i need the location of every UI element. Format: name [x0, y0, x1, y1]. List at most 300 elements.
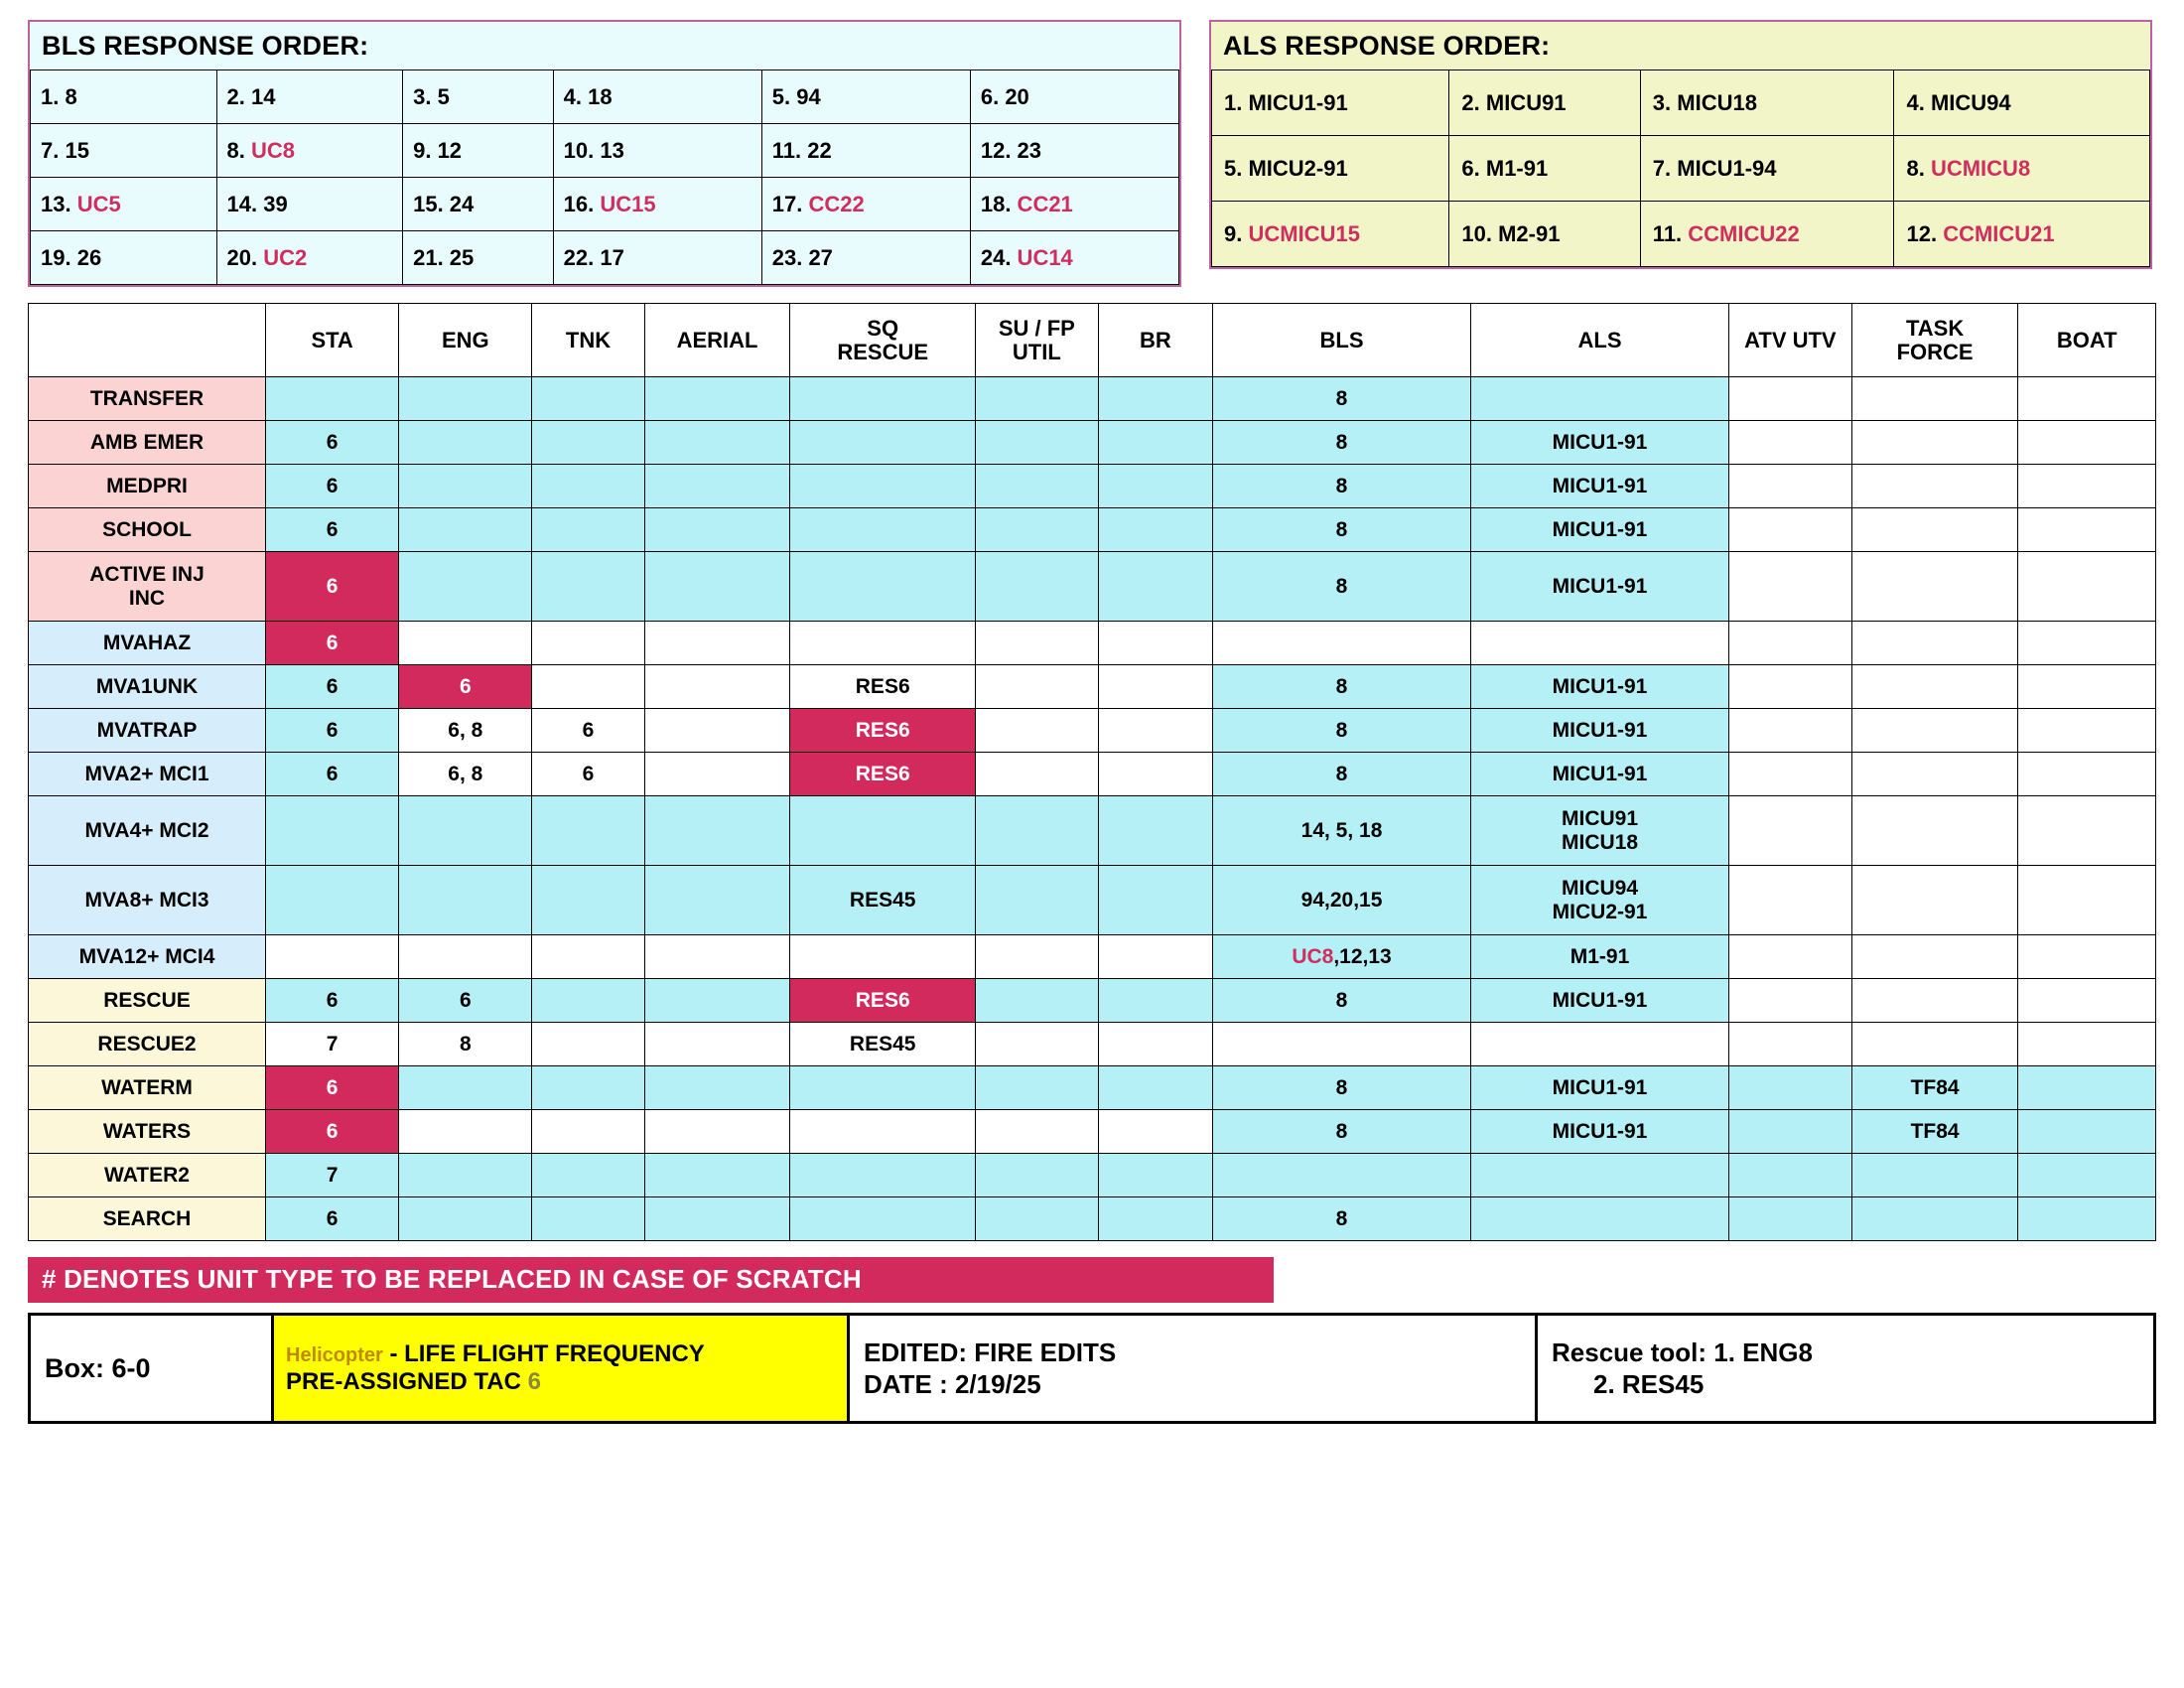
matrix-cell: 8: [1213, 465, 1471, 508]
matrix-cell: [976, 979, 1099, 1023]
rescue-tool-line-2: [1552, 1368, 2139, 1401]
als-cell: [1212, 70, 1449, 136]
bls-cell-unit: 94: [790, 83, 821, 109]
matrix-cell: [1729, 935, 1852, 979]
matrix-cell: [790, 508, 976, 552]
matrix-cell: [2018, 465, 2156, 508]
matrix-cell: MICU1-91: [1471, 1110, 1729, 1154]
matrix-cell: [532, 665, 644, 709]
als-cell-index: 7.: [1652, 155, 1672, 181]
matrix-cell: [2018, 753, 2156, 796]
als-cell-unit: MICU91: [1479, 89, 1567, 115]
bls-cell-index: 18.: [980, 191, 1012, 216]
matrix-col-header: AERIAL: [644, 304, 790, 377]
matrix-cell: [1729, 1197, 1852, 1241]
matrix-cell: [1851, 665, 2018, 709]
matrix-cell: [976, 1154, 1099, 1197]
matrix-cell: [1471, 377, 1729, 421]
matrix-cell: [1098, 753, 1212, 796]
matrix-cell: 7: [266, 1023, 399, 1066]
bls-cell-index: 20.: [226, 244, 258, 270]
matrix-cell: [644, 866, 790, 935]
als-cell: [1449, 70, 1640, 136]
matrix-row: [29, 665, 2156, 709]
bls-cell-index: 12.: [980, 137, 1012, 163]
bls-cell: [216, 124, 403, 178]
matrix-cell: [1729, 622, 1852, 665]
matrix-cell: [976, 753, 1099, 796]
matrix-cell: [1098, 1023, 1212, 1066]
matrix-cell: [790, 1154, 976, 1197]
matrix-cell: [532, 377, 644, 421]
matrix-cell: MICU1-91: [1471, 465, 1729, 508]
matrix-cell: 8: [1213, 1197, 1471, 1241]
bls-cell-unit: UC15: [594, 191, 656, 216]
als-cell-index: 11.: [1652, 220, 1683, 246]
als-response-order-box: [1209, 20, 2152, 269]
bls-cell-index: 10.: [563, 137, 595, 163]
matrix-cell: 6: [532, 709, 644, 753]
bls-cell-unit: 25: [443, 244, 475, 270]
als-cell-index: 4.: [1906, 89, 1925, 115]
matrix-cell: [976, 1023, 1099, 1066]
als-cell: [1449, 136, 1640, 202]
matrix-cell: [1098, 622, 1212, 665]
matrix-col-header: ALS: [1471, 304, 1729, 377]
bls-cell-unit: 12: [431, 137, 463, 163]
bls-cell: [403, 124, 554, 178]
als-cell: [1894, 136, 2150, 202]
matrix-cell: MICU1-91: [1471, 665, 1729, 709]
matrix-row-header: WATER2: [29, 1154, 266, 1197]
als-cell-index: 5.: [1224, 155, 1243, 181]
matrix-cell: [976, 935, 1099, 979]
matrix-cell: [1729, 709, 1852, 753]
als-cell-unit: MICU2-91: [1242, 155, 1348, 181]
matrix-cell: [1729, 1110, 1852, 1154]
bls-cell-unit: 23: [1011, 137, 1042, 163]
bls-cell: [403, 178, 554, 231]
als-grid: [1211, 70, 2150, 267]
matrix-cell: [976, 1110, 1099, 1154]
bls-cell-unit: 5: [431, 83, 450, 109]
matrix-cell: TF84: [1851, 1066, 2018, 1110]
bls-cell-index: 21.: [413, 244, 444, 270]
matrix-cell: [2018, 1023, 2156, 1066]
matrix-cell: [1098, 377, 1212, 421]
matrix-cell: 6: [266, 1197, 399, 1241]
matrix-row-header: MEDPRI: [29, 465, 266, 508]
matrix-cell: 8: [1213, 552, 1471, 622]
matrix-cell: [790, 421, 976, 465]
matrix-cell: [2018, 377, 2156, 421]
matrix-cell: [2018, 665, 2156, 709]
matrix-row-header: ACTIVE INJ INC: [29, 552, 266, 622]
matrix-cell: [1729, 1154, 1852, 1197]
matrix-cell: [1098, 1066, 1212, 1110]
als-cell: [1640, 202, 1894, 267]
matrix-cell: [644, 1197, 790, 1241]
matrix-cell: [644, 709, 790, 753]
matrix-cell: [1851, 709, 2018, 753]
matrix-row-header: SEARCH: [29, 1197, 266, 1241]
matrix-cell: [532, 1110, 644, 1154]
matrix-cell: [790, 1110, 976, 1154]
matrix-cell: [532, 465, 644, 508]
matrix-cell: [532, 508, 644, 552]
footer-rescue-tool-cell: [1538, 1316, 2153, 1421]
matrix-cell: [399, 508, 532, 552]
bls-cell-index: 3.: [413, 83, 432, 109]
bls-cell-unit: 39: [257, 191, 288, 216]
matrix-cell: MICU91 MICU18: [1471, 796, 1729, 866]
matrix-cell: 6: [266, 665, 399, 709]
bls-cell-index: 1.: [41, 83, 60, 109]
matrix-cell: [1098, 421, 1212, 465]
matrix-cell: 8: [1213, 421, 1471, 465]
matrix-cell: [1098, 709, 1212, 753]
matrix-cell: MICU1-91: [1471, 552, 1729, 622]
matrix-cell: [1729, 1023, 1852, 1066]
matrix-row: [29, 796, 2156, 866]
matrix-row: [29, 465, 2156, 508]
matrix-cell: [1851, 508, 2018, 552]
matrix-cell: RES45: [790, 866, 976, 935]
matrix-cell: [532, 1023, 644, 1066]
als-cell-index: 2.: [1461, 89, 1480, 115]
matrix-cell: RES6: [790, 979, 976, 1023]
matrix-cell: [644, 796, 790, 866]
matrix-cell: [399, 552, 532, 622]
bls-cell-index: 4.: [563, 83, 582, 109]
matrix-cell: 6: [266, 709, 399, 753]
matrix-cell: [1851, 796, 2018, 866]
matrix-cell: [1729, 552, 1852, 622]
als-cell-unit: M2-91: [1491, 220, 1561, 246]
footer-box-number: Box: 6-0: [31, 1316, 274, 1421]
helicopter-frequency-text: - LIFE FLIGHT FREQUENCY: [382, 1340, 705, 1367]
matrix-cell: [644, 377, 790, 421]
matrix-cell: [266, 796, 399, 866]
preassigned-label: PRE-ASSIGNED TAC: [286, 1368, 521, 1395]
bls-cell-index: 14.: [226, 191, 258, 216]
matrix-row: [29, 935, 2156, 979]
matrix-col-header: STA: [266, 304, 399, 377]
matrix-cell: [2018, 709, 2156, 753]
matrix-col-header: ENG: [399, 304, 532, 377]
matrix-cell: [644, 665, 790, 709]
matrix-cell: [399, 866, 532, 935]
matrix-cell: [1471, 1023, 1729, 1066]
response-matrix-section: [28, 303, 2156, 1241]
matrix-cell: 6: [266, 421, 399, 465]
matrix-cell: RES6: [790, 665, 976, 709]
matrix-cell: [532, 421, 644, 465]
matrix-cell: 6: [266, 1066, 399, 1110]
matrix-cell: [1098, 935, 1212, 979]
matrix-row: [29, 1110, 2156, 1154]
matrix-cell: [1098, 1197, 1212, 1241]
bls-cell: [553, 124, 761, 178]
matrix-cell: [1098, 1110, 1212, 1154]
helicopter-word: Helicopter: [286, 1344, 383, 1366]
matrix-cell: [1851, 979, 2018, 1023]
matrix-row: [29, 1023, 2156, 1066]
bls-cell-index: 5.: [771, 83, 791, 109]
als-cell: [1212, 136, 1449, 202]
matrix-cell: 8: [1213, 508, 1471, 552]
matrix-row: [29, 622, 2156, 665]
matrix-cell: [1213, 1023, 1471, 1066]
matrix-row-header: MVA1UNK: [29, 665, 266, 709]
als-title: ALS RESPONSE ORDER:: [1223, 31, 1551, 61]
matrix-cell: [532, 1066, 644, 1110]
matrix-row: [29, 866, 2156, 935]
matrix-cell: 8: [1213, 1066, 1471, 1110]
matrix-cell: 6: [266, 753, 399, 796]
matrix-row-header: MVA12+ MCI4: [29, 935, 266, 979]
matrix-col-header: TNK: [532, 304, 644, 377]
matrix-cell: MICU1-91: [1471, 753, 1729, 796]
matrix-cell: [1729, 465, 1852, 508]
matrix-cell: [399, 1197, 532, 1241]
bls-cell: [553, 70, 761, 124]
matrix-cell: 14, 5, 18: [1213, 796, 1471, 866]
bls-cell-unit: UC14: [1011, 244, 1073, 270]
matrix-row-header: RESCUE2: [29, 1023, 266, 1066]
bls-cell: [216, 70, 403, 124]
matrix-row: [29, 709, 2156, 753]
matrix-cell: [644, 552, 790, 622]
matrix-cell: [790, 935, 976, 979]
matrix-cell: [644, 1154, 790, 1197]
bls-cell-index: 6.: [980, 83, 1000, 109]
matrix-cell: [1729, 665, 1852, 709]
bls-cell: [761, 124, 970, 178]
matrix-cell: [1471, 1154, 1729, 1197]
matrix-cell: [644, 1110, 790, 1154]
als-cell: [1640, 70, 1894, 136]
als-row: [1212, 202, 2150, 267]
matrix-cell: 6: [399, 665, 532, 709]
matrix-cell: [2018, 552, 2156, 622]
matrix-cell: MICU1-91: [1471, 508, 1729, 552]
matrix-cell: UC8,12,13: [1213, 935, 1471, 979]
matrix-row-header: WATERS: [29, 1110, 266, 1154]
matrix-cell: [976, 508, 1099, 552]
bls-cell: [216, 178, 403, 231]
matrix-cell: [644, 935, 790, 979]
matrix-cell: MICU1-91: [1471, 709, 1729, 753]
matrix-row: [29, 1197, 2156, 1241]
matrix-cell: 6: [266, 465, 399, 508]
bls-cell-unit: UC2: [257, 244, 308, 270]
bls-grid: [30, 70, 1179, 285]
matrix-cell: [266, 866, 399, 935]
matrix-cell: 6: [266, 508, 399, 552]
bls-row: [31, 231, 1179, 285]
matrix-cell: [399, 1110, 532, 1154]
bls-cell-index: 16.: [563, 191, 595, 216]
als-cell-unit: MICU94: [1924, 89, 2011, 115]
rescue-tool-line-2-text: 2. RES45: [1593, 1369, 1705, 1399]
preassigned-tac-value: 6: [527, 1368, 541, 1395]
bls-cell-unit: 18: [581, 83, 613, 109]
bls-cell: [553, 231, 761, 285]
matrix-row: [29, 753, 2156, 796]
matrix-row-header: MVATRAP: [29, 709, 266, 753]
matrix-cell: 6, 8: [399, 709, 532, 753]
als-cell-index: 8.: [1906, 155, 1925, 181]
matrix-cell: [1851, 935, 2018, 979]
bls-cell-unit: 15: [59, 137, 89, 163]
bls-cell-index: 7.: [41, 137, 60, 163]
matrix-cell: [532, 552, 644, 622]
bls-cell-unit: 17: [594, 244, 624, 270]
matrix-row-header: SCHOOL: [29, 508, 266, 552]
matrix-col-header: BOAT: [2018, 304, 2156, 377]
rescue-tool-line-1: Rescue tool: 1. ENG8: [1552, 1336, 1813, 1367]
matrix-cell: [644, 1066, 790, 1110]
matrix-cell: [790, 1197, 976, 1241]
als-cell-index: 10.: [1461, 220, 1492, 246]
bls-cell-unit: CC22: [802, 191, 865, 216]
bls-cell-unit: CC21: [1011, 191, 1073, 216]
matrix-cell: [532, 979, 644, 1023]
matrix-cell: [1098, 979, 1212, 1023]
als-cell: [1894, 70, 2150, 136]
bls-cell: [553, 178, 761, 231]
matrix-cell: [976, 1197, 1099, 1241]
matrix-cell: 6, 8: [399, 753, 532, 796]
matrix-row-header: RESCUE: [29, 979, 266, 1023]
matrix-row: [29, 421, 2156, 465]
edited-date: DATE : 2/19/25: [864, 1369, 1041, 1399]
matrix-cell: [1851, 552, 2018, 622]
matrix-cell: MICU94 MICU2-91: [1471, 866, 1729, 935]
bls-cell: [403, 231, 554, 285]
matrix-cell: [1213, 622, 1471, 665]
bls-cell: [761, 70, 970, 124]
matrix-cell: [644, 753, 790, 796]
matrix-cell: [1729, 1066, 1852, 1110]
matrix-row-header: TRANSFER: [29, 377, 266, 421]
bls-row: [31, 124, 1179, 178]
bls-row: [31, 70, 1179, 124]
matrix-cell: [790, 465, 976, 508]
matrix-row-header: MVA2+ MCI1: [29, 753, 266, 796]
matrix-cell: [644, 979, 790, 1023]
als-cell-index: 1.: [1224, 89, 1243, 115]
matrix-cell: [2018, 1154, 2156, 1197]
matrix-cell: [1851, 465, 2018, 508]
matrix-cell: [644, 508, 790, 552]
matrix-cell: [1729, 421, 1852, 465]
matrix-cell: 94,20,15: [1213, 866, 1471, 935]
matrix-cell: 8: [1213, 665, 1471, 709]
als-cell: [1212, 202, 1449, 267]
matrix-cell: 7: [266, 1154, 399, 1197]
matrix-row-header: MVA8+ MCI3: [29, 866, 266, 935]
matrix-cell: [532, 866, 644, 935]
matrix-cell: 6: [266, 979, 399, 1023]
response-order-section: [28, 20, 2156, 287]
bls-cell: [403, 70, 554, 124]
matrix-cell: [1851, 622, 2018, 665]
matrix-row: [29, 508, 2156, 552]
als-cell-index: 6.: [1461, 155, 1480, 181]
matrix-col-header: SU / FP UTIL: [976, 304, 1099, 377]
scratch-note-banner: # DENOTES UNIT TYPE TO BE REPLACED IN CASE OF SCRATCH: [28, 1257, 1274, 1303]
matrix-cell: [399, 1066, 532, 1110]
matrix-cell: TF84: [1851, 1110, 2018, 1154]
bls-cell-index: 23.: [771, 244, 803, 270]
bls-cell: [970, 231, 1178, 285]
edited-by: EDITED: FIRE EDITS: [864, 1336, 1117, 1367]
matrix-cell: [532, 1197, 644, 1241]
matrix-row: [29, 552, 2156, 622]
matrix-cell: [1851, 866, 2018, 935]
als-cell: [1640, 136, 1894, 202]
als-cell-unit: MICU1-91: [1242, 89, 1348, 115]
matrix-cell: [1729, 753, 1852, 796]
bls-cell-unit: 22: [801, 137, 832, 163]
matrix-cell: [399, 377, 532, 421]
matrix-cell: [2018, 866, 2156, 935]
bls-row: [31, 178, 1179, 231]
als-cell-unit: UCMICU8: [1924, 155, 2031, 181]
matrix-cell: MICU1-91: [1471, 979, 1729, 1023]
bls-cell-unit: 24: [443, 191, 475, 216]
bls-cell-index: 13.: [41, 191, 71, 216]
matrix-row: [29, 979, 2156, 1023]
bls-cell: [31, 70, 217, 124]
matrix-cell: 8: [1213, 1110, 1471, 1154]
response-matrix-table: [28, 303, 2156, 1241]
matrix-cell: [976, 709, 1099, 753]
bls-cell-index: 22.: [563, 244, 595, 270]
matrix-cell: [790, 622, 976, 665]
matrix-cell: [1851, 421, 2018, 465]
matrix-cell: [532, 935, 644, 979]
matrix-cell: [266, 377, 399, 421]
matrix-cell: [399, 796, 532, 866]
matrix-cell: 6: [266, 622, 399, 665]
matrix-cell: [644, 421, 790, 465]
bls-cell: [31, 231, 217, 285]
als-cell-unit: CCMICU21: [1937, 220, 2055, 246]
matrix-cell: M1-91: [1471, 935, 1729, 979]
matrix-col-header: BLS: [1213, 304, 1471, 377]
als-cell-unit: M1-91: [1479, 155, 1549, 181]
matrix-row-header: AMB EMER: [29, 421, 266, 465]
matrix-cell: [976, 622, 1099, 665]
matrix-cell: [2018, 508, 2156, 552]
matrix-cell: [266, 935, 399, 979]
matrix-cell: [399, 622, 532, 665]
matrix-cell: [790, 552, 976, 622]
matrix-cell: [1729, 796, 1852, 866]
matrix-cell: MICU1-91: [1471, 1066, 1729, 1110]
matrix-cell: [976, 377, 1099, 421]
matrix-cell: RES6: [790, 709, 976, 753]
matrix-cell: [976, 421, 1099, 465]
bls-cell-index: 19.: [41, 244, 71, 270]
bls-cell-unit: 8: [59, 83, 77, 109]
matrix-cell: 8: [399, 1023, 532, 1066]
matrix-cell: [2018, 421, 2156, 465]
matrix-cell: 6: [266, 1110, 399, 1154]
